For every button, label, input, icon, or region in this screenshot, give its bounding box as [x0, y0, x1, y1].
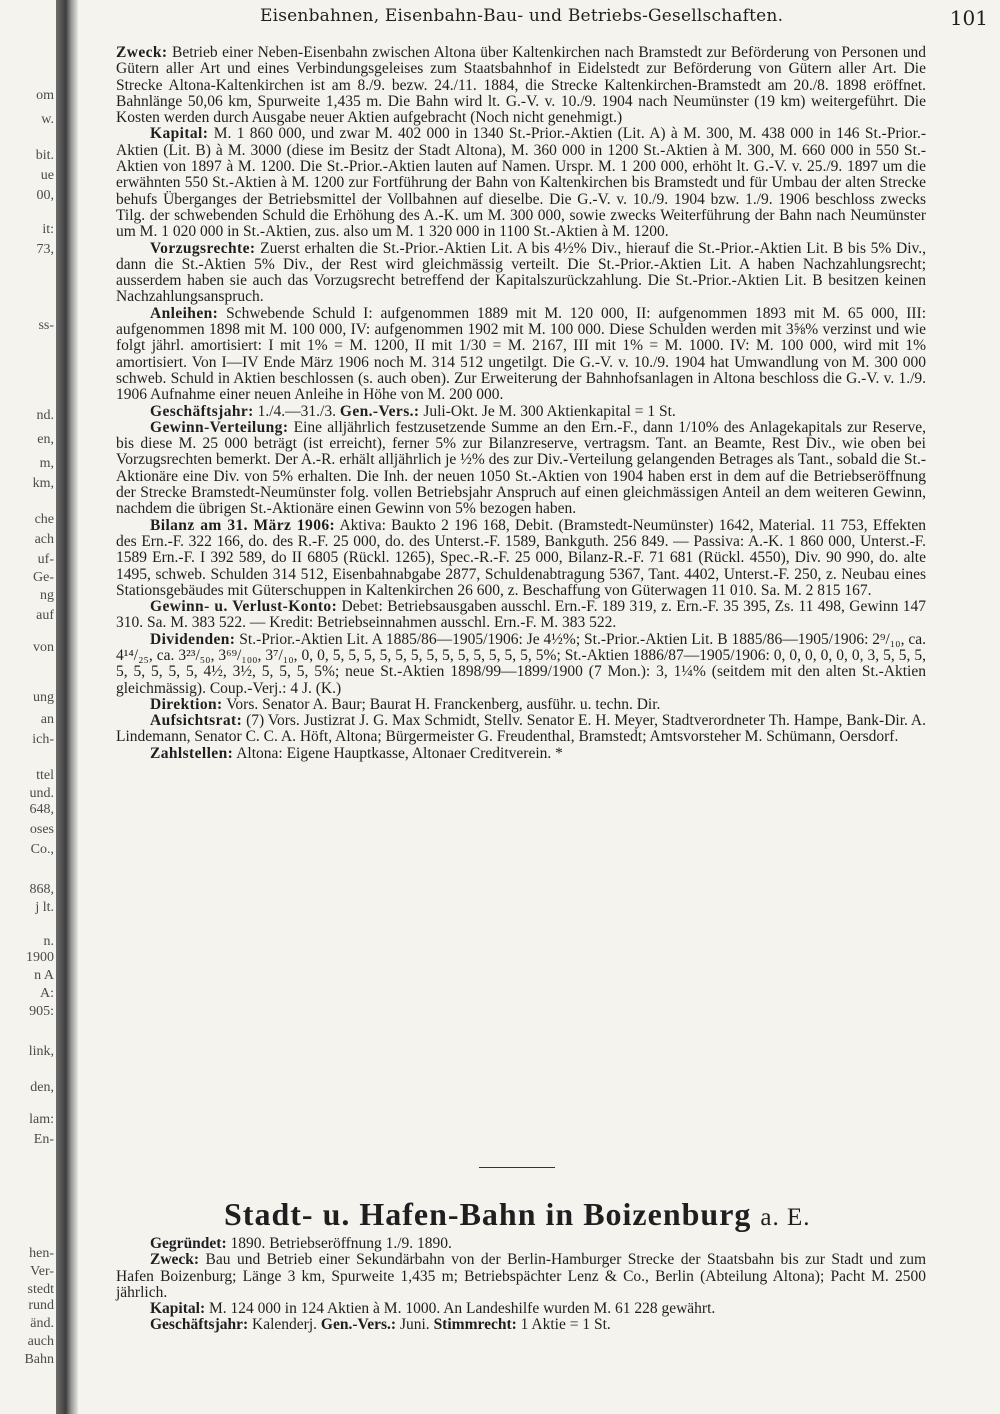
book-spine: [56, 0, 78, 1414]
margin-fragment: ich-: [32, 732, 54, 747]
margin-fragment: ach: [34, 532, 54, 547]
margin-fragment: auch: [27, 1334, 54, 1349]
text-kapital: M. 1 860 000, und zwar M. 402 000 in 1340 St.-Prior.-Aktien (Lit. A) à M. 300, M. 438 000 in 146 St.-Prior.-Aktien (Lit. B) à M. 3000 (diese im Besitz der Stadt Altona), M. 360 000 in 1200 St.-Aktien à M. 300, M. 660 000 in 550 St.-Aktien von 1897 à M. 1200. Die St.-Prior.-Aktien lauten auf Namen. Urspr. M. 1 200 000, erhöht lt. G.-V. v. 25./9. 1897 um die erwähnten 550 St.-Aktien à M. 1200 zur Fortführung der Bahn von Kaltenkirchen bis Bramstedt und für Umbau der alten Strecke behufs Überganges der Betriebsmittel der Vollbahnen auf dieselbe. Die G.-V. v. 10./9. 1904 bzw. 1./9. 1906 beschloss zwecks Tilg. der schwebenden Schuld die Erhöhung des A.-K. um M. 300 000, sowie zwecks Weiterführung der Bahn nach Neumünster um M. 1 020 000 in St.-Aktien, zus. also um M. 1 320 000 in 1100 St.-Aktien à M. 1200.: [116, 125, 927, 241]
para-bilanz: [116, 518, 926, 599]
para-aufsichtsrat: [116, 713, 926, 746]
entry-altona-kaltenkirchen: [116, 45, 926, 762]
text-anleihen: Schwebende Schuld I: aufgenommen 1889 mit M. 120 000, II: aufgenommen 1893 mit M. 65 000, III: aufgenommen 1898 mit M. 100 000, IV: aufgenommen 1902 mit M. 100 000. Diese Schulden werden mit 3⅝% verzinst und wie folgt jährl. amortisiert: I mit 1% = M. 1200, II mit 1/30 = M. 2167, III mit 1% = M. 1000. IV: M. 100 000, wird mit 1% amortisiert. Von I—IV Ende März 1906 noch M. 314 512 ungetilgt. Die G.-V. v. 10./9. 1904 hat Umwandlung von M. 300 000 schweb. Schuld in Aktien beschlossen (s. auch oben). Zur Erweiterung der Bahnhofsanlagen in Altona beschloss die G.-V. v. 1./9. 1906 Aufnahme einer neuen Anleihe in Höhe von M. 200 000.: [116, 304, 926, 404]
label-geschaeftsjahr-2: Geschäftsjahr:: [150, 1316, 249, 1334]
para-gewinn-verlust: [116, 599, 926, 632]
margin-fragment: 648,: [29, 802, 54, 817]
label-zweck-2: Zweck:: [150, 1251, 200, 1269]
text-dividenden: St.-Prior.-Aktien Lit. A 1885/86—1905/1906: Je 4½%; St.-Prior.-Aktien Lit. B 1885/86—1905/1906: 2⁹/₁₀, ca. 4¹⁴/₂₅, ca. 3²³/₅₀, 3⁶⁹/₁₀₀, 3⁷/₁₀, 0, 0, 5, 5, 5, 5, 5, 5, 5, 5, 5, 5, 5, 5, 5, 5%; St.-Aktien 1886/87—1905/1906: 0, 0, 0, 0, 0, 0, 3, 5, 5, 5, 5, 5, 5, 5, 5, 4½, 3½, 5, 5, 5, 5%; neue St.-Aktien 1898/99—1899/1900 (7 Mon.): 3, 1¼% (seitdem mit den alten St.-Aktien gleichmässig). Coup.-Verj.: 4 J. (K.): [116, 630, 927, 697]
margin-fragment: uf-: [37, 552, 54, 567]
margin-fragment: n.: [43, 934, 54, 949]
para-kapital-2: [116, 1301, 926, 1317]
para-zweck-2: [116, 1252, 926, 1301]
para-kapital: [116, 126, 926, 240]
running-head: Eisenbahnen, Eisenbahn-Bau- und Betriebs-Gesellschaften.: [260, 6, 784, 26]
margin-fragment: en,: [37, 432, 54, 447]
margin-fragment: che: [34, 512, 54, 527]
para-gegruendet: [116, 1236, 926, 1252]
label-kapital: Kapital:: [150, 125, 209, 143]
margin-fragment: n A: [34, 968, 54, 983]
label-anleihen: Anleihen:: [150, 304, 219, 322]
margin-fragment: A:: [40, 986, 54, 1001]
margin-fragment: link,: [28, 1044, 54, 1059]
text-geschaeftsjahr-2: Kalenderj.: [252, 1316, 318, 1334]
para-dividenden: [116, 632, 926, 697]
label-zweck: Zweck:: [116, 44, 168, 61]
section-title-boizenburg: [224, 1196, 824, 1233]
margin-fragment: ue: [40, 168, 54, 183]
text-zahlstellen: Altona: Eigene Hauptkasse, Altonaer Creditverein. *: [236, 744, 563, 762]
text-kapital-2: M. 124 000 in 124 Aktien à M. 1000. An Landeshilfe wurden M. 61 228 gewährt.: [209, 1300, 716, 1318]
page-number: 101: [949, 6, 988, 30]
margin-fragment: 868,: [29, 882, 54, 897]
margin-fragment: von: [33, 640, 54, 655]
margin-fragment: stedt: [27, 1282, 54, 1297]
page: [84, 0, 1000, 1414]
margin-fragment: den,: [30, 1080, 54, 1095]
text-direktion: Vors. Senator A. Baur; Baurat H. Franckenberg, ausführ. u. techn. Dir.: [226, 695, 661, 713]
margin-fragment: ung: [33, 690, 54, 705]
margin-fragment: j lt.: [35, 900, 54, 915]
margin-fragment: it:: [42, 222, 54, 237]
label-gewinn-verteilung: Gewinn-Verteilung:: [150, 418, 289, 436]
label-bilanz: Bilanz am 31. März 1906:: [150, 516, 336, 534]
margin-fragment: Ge-: [33, 570, 54, 585]
label-gewinn-verlust: Gewinn- u. Verlust-Konto:: [150, 598, 338, 616]
margin-fragment: Co.,: [30, 842, 54, 857]
text-zweck: Betrieb einer Neben-Eisenbahn zwischen Altona über Kaltenkirchen nach Bramstedt zur Beförderung von Personen und Gütern aller Art und eines Verbindungsgeleises zum Staatsbahnhof in Eidelstedt zur Beförderung von Gütern aller Art. Die Strecke Altona-Kaltenkirchen ist am 8./9. bezw. 24./11. 1884, die Strecke Kaltenkirchen-Bramstedt am 20./8. 1898 eröffnet. Bahnlänge 50,06 km, Spurweite 1,435 m. Die Bahn wird lt. G.-V. v. 10./9. 1904 nach Neumünster (19 km) weitergeführt. Die Kosten werden durch Ausgabe neuer Aktien aufgebracht (Noch nicht genehmigt.): [116, 44, 926, 127]
text-zweck-2: Bau und Betrieb einer Sekundärbahn von der Berlin-Hamburger Strecke der Staatsbahn bis zur Stadt und zum Hafen Boizenburg; Länge 3 km, Spurweite 1,435 m; Betriebspächter Lenz & Co., Berlin (Abteilung Altona); Pacht M. 2500 jährlich.: [116, 1251, 927, 1301]
margin-fragment: änd.: [30, 1316, 54, 1331]
label-kapital-2: Kapital:: [150, 1300, 206, 1318]
left-margin-fragments: [0, 0, 56, 1414]
margin-fragment: w.: [41, 112, 54, 127]
entry-boizenburg: [116, 1236, 926, 1334]
margin-fragment: auf: [36, 608, 54, 623]
label-aufsichtsrat: Aufsichtsrat:: [150, 712, 243, 730]
text-gegruendet: 1890. Betriebseröffnung 1./9. 1890.: [230, 1235, 452, 1252]
section-separator: [479, 1167, 555, 1168]
para-zweck: [116, 45, 926, 126]
label-geschaeftsjahr: Geschäftsjahr:: [150, 402, 254, 420]
margin-fragment: ng: [40, 588, 54, 603]
text-gen-vers: Juli-Okt. Je M. 300 Aktienkapital = 1 St.: [423, 402, 676, 420]
margin-fragment: ttel: [36, 768, 54, 783]
text-vorzugsrechte: Zuerst erhalten die St.-Prior.-Aktien Lit. A bis 4½% Div., hierauf die St.-Prior.-Aktien Lit. B bis 5% Div., dann die St.-Aktien 5% Div., der Rest wird gleichmässig verteilt. Die St.-Prior.-Aktien Lit. A haben Nachzahlungsrecht; ausserdem haben sie auch das Vorzugsrecht betreffend der Kapitalszurückzahlung. Die St.-Prior.-Aktien Lit. B besitzen keinen Nachzahlungsanspruch.: [116, 239, 927, 306]
margin-fragment: nd.: [36, 408, 54, 423]
text-gewinn-verteilung: Eine alljährlich festzusetzende Summe an den Ern.-F., dann 1/10% des Anlagekapitals zur Reserve, bis diese M. 25 000 beträgt (ist erreicht), ferner 5% zur Bilanzreserve, vertragsm. Tant. an Beamte, Rest Div., wie oben bei Vorzugsrechten bemerkt. Der A.-R. erhält alljährlich je ½% des zur Div.-Verteilung gelangenden Betrages als Tant., sobald die St.-Aktionäre eine Div. von 5% erhalten. Die Inh. der neuen 1050 St.-Aktien von 1904 haben erst in dem auf die Betriebseröffnung der Strecke Bramstedt-Neumünster folg. vollen Betriebsjahr Anspruch auf einen gleichmässigen Anteil an dem weiteren Gewinn, nachdem die übrigen St.-Aktionäre einen Gewinn von 5% bezogen haben.: [116, 418, 927, 518]
para-geschaeftsjahr-2: [116, 1317, 926, 1333]
label-gen-vers-2: Gen.-Vers.:: [320, 1316, 397, 1334]
margin-fragment: km,: [32, 476, 54, 491]
margin-fragment: 1900: [26, 950, 54, 965]
para-gewinn-verteilung: [116, 420, 926, 518]
margin-fragment: rund: [28, 1298, 54, 1313]
margin-fragment: bit.: [35, 148, 54, 163]
margin-fragment: Ver-: [30, 1264, 54, 1279]
margin-fragment: hen-: [29, 1246, 54, 1261]
text-aufsichtsrat: (7) Vors. Justizrat J. G. Max Schmidt, Stellv. Senator E. H. Meyer, Stadtverordneter Th. Hampe, Bank-Dir. A. Lindemann, Senator C. C. A. Höft, Altona; Bürgermeister G. Freudenthal, Bramstedt; Amtsvorsteher M. Schümann, Oersdorf.: [116, 712, 926, 746]
margin-fragment: 73,: [36, 242, 54, 257]
label-direktion: Direktion:: [150, 695, 223, 713]
para-zahlstellen: [116, 746, 926, 762]
text-geschaeftsjahr: 1./4.—31./3.: [257, 402, 336, 420]
margin-fragment: und.: [29, 786, 54, 801]
margin-fragment: lam:: [29, 1112, 54, 1127]
text-stimmrecht: 1 Aktie = 1 St.: [520, 1316, 611, 1334]
margin-fragment: oses: [29, 822, 54, 837]
margin-fragment: 00,: [36, 188, 54, 203]
margin-fragment: an: [40, 712, 54, 727]
section-title-text: Stadt- u. Hafen-Bahn in Boizenburg: [224, 1196, 752, 1232]
para-anleihen: [116, 306, 926, 404]
label-gegruendet: Gegründet:: [150, 1235, 227, 1252]
margin-fragment: En-: [33, 1132, 54, 1147]
label-zahlstellen: Zahlstellen:: [150, 744, 234, 762]
label-stimmrecht: Stimmrecht:: [433, 1316, 517, 1334]
margin-fragment: om: [36, 88, 54, 103]
margin-fragment: Bahn: [24, 1352, 54, 1367]
margin-fragment: m,: [39, 456, 54, 471]
text-bilanz: Aktiva: Baukto 2 196 168, Debit. (Bramstedt-Neumünster) 1642, Material. 11 753, Effekten des Ern.-F. 322 166, do. des R.-F. 25 000, do. des Unterst.-F. 1589, Bankguth. 256 849. — Passiva: A.-K. 1 860 000, Unterst.-F. 1589 Ern.-F. I 392 589, do II 6805 (Rückl. 1265), Spec.-R.-F. 25 000, Bilanz-R.-F. 71 681 (Rückl. 4550), Div. 90 990, do. alte 1495, schweb. Schulden 314 512, Eisenbahnabgabe 2877, Schuldenabtragung 5367, Tant. 4402, Unterst.-F. 250, z. Neubau eines Stationsgebäudes mit Güterschuppen in Kaltenkirchen 26 600, z. Beschaffung von Güterwagen 11 010. Sa. M. 2 815 167.: [116, 516, 926, 599]
para-direktion: [116, 697, 926, 713]
label-dividenden: Dividenden:: [150, 630, 236, 648]
section-title-suffix: a. E.: [760, 1204, 811, 1231]
label-gen-vers: Gen.-Vers.:: [339, 402, 420, 420]
text-gewinn-verlust: Debet: Betriebsausgaben ausschl. Ern.-F. 189 319, z. Ern.-F. 35 395, Zs. 11 498, Gewinn 147 310. Sa. M. 383 522. — Kredit: Betriebseinnahmen ausschl. Ern.-F. M. 383 522.: [116, 598, 926, 632]
margin-fragment: 905:: [29, 1004, 54, 1019]
label-vorzugsrechte: Vorzugsrechte:: [150, 239, 256, 257]
para-vorzugsrechte: [116, 241, 926, 306]
text-gen-vers-2: Juni.: [399, 1316, 430, 1334]
margin-fragment: ss-: [38, 318, 54, 333]
para-geschaeftsjahr: [116, 404, 926, 420]
